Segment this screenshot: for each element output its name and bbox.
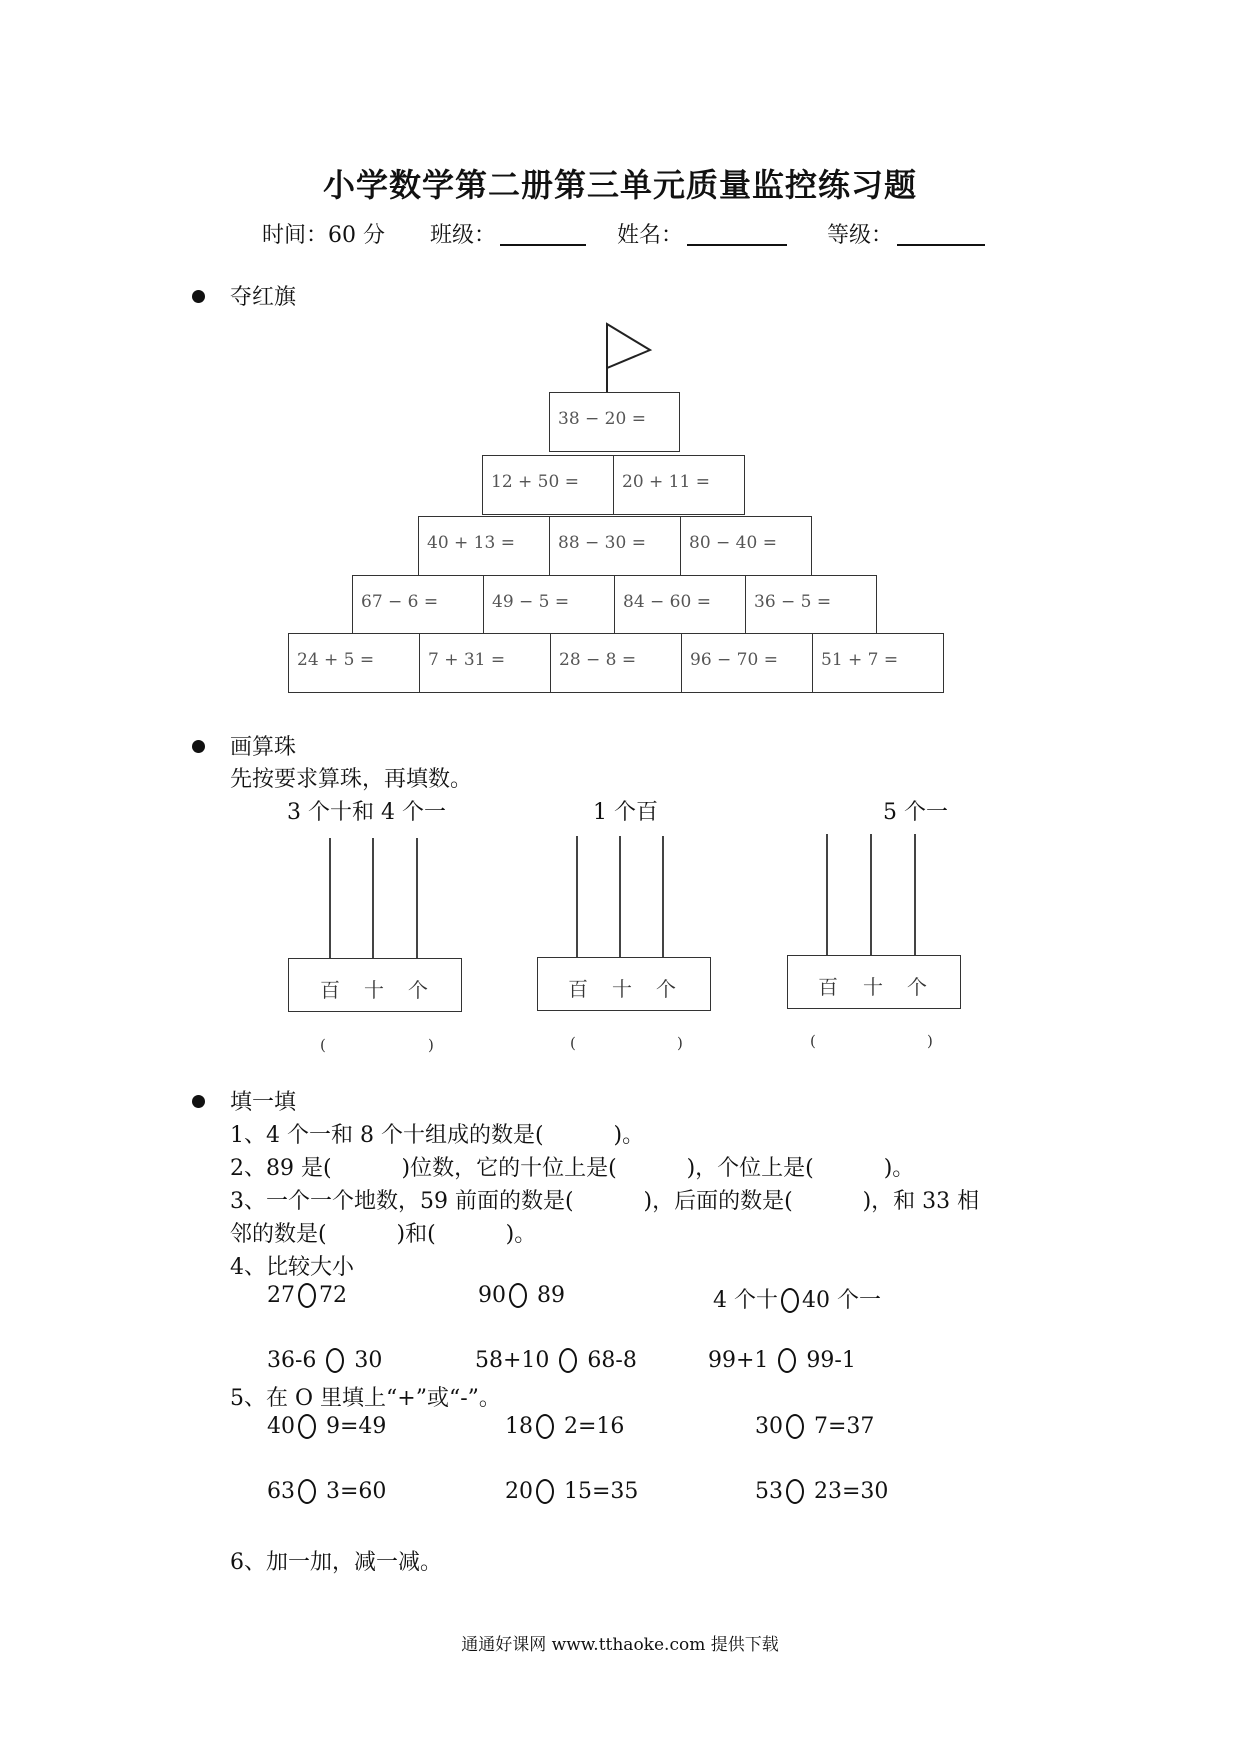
fill-op-left: 30 xyxy=(755,1414,783,1439)
fill-op-item xyxy=(267,1414,386,1439)
pyramid-brick: 28 − 8 = xyxy=(550,633,682,693)
fill-op-right: 3=60 xyxy=(319,1479,387,1504)
place-label: 百 xyxy=(818,975,838,999)
answer-circle[interactable] xyxy=(559,1348,577,1373)
question-4: 4、比较大小 xyxy=(230,1255,354,1280)
answer-circle[interactable] xyxy=(536,1479,554,1504)
answer-open-paren: ( xyxy=(320,1036,326,1054)
time-label: 时间：60 分 xyxy=(262,223,385,248)
name-label: 姓名： xyxy=(617,223,684,248)
compare-left: 36-6 xyxy=(267,1348,324,1373)
pyramid-brick: 40 + 13 = xyxy=(418,516,550,576)
pyramid-brick: 88 − 30 = xyxy=(549,516,681,576)
abacus-base xyxy=(787,955,961,1009)
abacus-rod[interactable] xyxy=(619,836,621,957)
question-5: 5、在 O 里填上“+”或“-”。 xyxy=(230,1386,501,1411)
pyramid-brick: 96 − 70 = xyxy=(681,633,813,693)
fill-op-item xyxy=(505,1414,624,1439)
place-label: 个 xyxy=(907,975,927,999)
pyramid-brick: 49 − 5 = xyxy=(483,575,615,635)
pyramid-brick: 51 + 7 = xyxy=(812,633,944,693)
compare-right: 99-1 xyxy=(799,1348,856,1373)
footer-credit: 通通好课网 www.tthaoke.com 提供下载 xyxy=(461,1635,779,1655)
pyramid-brick: 38 − 20 = xyxy=(549,392,680,452)
page-title: 小学数学第二册第三单元质量监控练习题 xyxy=(322,166,917,204)
compare-right: 72 xyxy=(319,1283,347,1308)
question-3: 3、一个一个地数，59 前面的数是( )，后面的数是( )，和 33 相 xyxy=(230,1189,980,1214)
answer-close-paren: ) xyxy=(428,1036,434,1054)
pyramid-brick: 67 − 6 = xyxy=(352,575,484,635)
abacus-base xyxy=(288,958,462,1012)
abacus-rod[interactable] xyxy=(662,836,664,957)
compare-item xyxy=(267,1283,347,1308)
answer-circle[interactable] xyxy=(298,1414,316,1439)
answer-circle[interactable] xyxy=(786,1479,804,1504)
pyramid-brick: 36 − 5 = xyxy=(745,575,877,635)
abacus-rod[interactable] xyxy=(372,838,374,958)
pyramid-brick: 12 + 50 = xyxy=(482,455,614,515)
fill-op-item xyxy=(755,1414,874,1439)
pyramid-brick: 24 + 5 = xyxy=(288,633,420,693)
answer-circle[interactable] xyxy=(778,1348,796,1373)
compare-right: 30 xyxy=(347,1348,383,1373)
abacus-base xyxy=(537,957,711,1011)
bullet-icon xyxy=(192,740,205,753)
fill-op-left: 20 xyxy=(505,1479,533,1504)
compare-item xyxy=(267,1348,382,1373)
answer-circle[interactable] xyxy=(509,1283,527,1308)
section-heading-flag: 夺红旗 xyxy=(230,285,297,310)
place-label: 百 xyxy=(568,977,588,1001)
place-label: 百 xyxy=(320,978,340,1002)
abacus-label: 1 个百 xyxy=(593,800,658,825)
place-label: 十 xyxy=(364,978,384,1002)
fill-op-item xyxy=(505,1479,638,1504)
abacus-rod[interactable] xyxy=(870,834,872,955)
abacus-rod[interactable] xyxy=(329,838,331,958)
compare-right: 40 个一 xyxy=(802,1288,881,1313)
place-label: 个 xyxy=(656,977,676,1001)
fill-op-left: 53 xyxy=(755,1479,783,1504)
fill-op-right: 7=37 xyxy=(807,1414,875,1439)
answer-close-paren: ) xyxy=(677,1034,683,1052)
pyramid-brick: 20 + 11 = xyxy=(613,455,745,515)
abacus-rod[interactable] xyxy=(826,834,828,955)
abacus-label: 5 个一 xyxy=(883,800,948,825)
place-label: 十 xyxy=(612,977,632,1001)
fill-op-right: 2=16 xyxy=(557,1414,625,1439)
pyramid-brick: 84 − 60 = xyxy=(614,575,746,635)
section-heading-abacus: 画算珠 xyxy=(230,735,297,760)
section-heading-fill: 填一填 xyxy=(230,1090,297,1115)
abacus-label: 3 个十和 4 个一 xyxy=(287,800,446,825)
compare-left: 27 xyxy=(267,1283,295,1308)
fill-op-item xyxy=(267,1479,386,1504)
answer-circle[interactable] xyxy=(781,1288,799,1313)
abacus-instruction: 先按要求算珠，再填数。 xyxy=(230,767,473,792)
compare-item xyxy=(478,1283,565,1308)
compare-left: 4 个十 xyxy=(713,1288,778,1313)
question-3-cont: 邻的数是( )和( )。 xyxy=(230,1222,537,1247)
compare-left: 99+1 xyxy=(708,1348,776,1373)
answer-circle[interactable] xyxy=(786,1414,804,1439)
fill-op-right: 23=30 xyxy=(807,1479,889,1504)
place-label: 十 xyxy=(863,975,883,999)
fill-op-right: 15=35 xyxy=(557,1479,639,1504)
answer-circle[interactable] xyxy=(536,1414,554,1439)
flag-icon xyxy=(0,0,1240,400)
pyramid-brick: 80 − 40 = xyxy=(680,516,812,576)
question-1: 1、4 个一和 8 个十组成的数是( )。 xyxy=(230,1123,645,1148)
abacus-rod[interactable] xyxy=(416,838,418,958)
question-6: 6、加一加，减一减。 xyxy=(230,1550,442,1575)
answer-circle[interactable] xyxy=(298,1283,316,1308)
fill-op-left: 18 xyxy=(505,1414,533,1439)
abacus-rod[interactable] xyxy=(914,834,916,955)
answer-open-paren: ( xyxy=(810,1032,816,1050)
pyramid-brick: 7 + 31 = xyxy=(419,633,551,693)
grade-label: 等级： xyxy=(827,223,894,248)
bullet-icon xyxy=(192,1095,205,1108)
abacus-rod[interactable] xyxy=(576,836,578,957)
fill-op-left: 63 xyxy=(267,1479,295,1504)
fill-op-item xyxy=(755,1479,888,1504)
compare-item xyxy=(713,1283,881,1314)
compare-item xyxy=(475,1348,637,1373)
class-label: 班级： xyxy=(430,223,497,248)
compare-left: 58+10 xyxy=(475,1348,557,1373)
question-2: 2、89 是( )位数，它的十位上是( )，个位上是( )。 xyxy=(230,1156,915,1181)
compare-item xyxy=(708,1348,856,1373)
answer-circle[interactable] xyxy=(298,1479,316,1504)
place-label: 个 xyxy=(408,978,428,1002)
compare-left: 90 xyxy=(478,1283,506,1308)
fill-op-left: 40 xyxy=(267,1414,295,1439)
answer-circle[interactable] xyxy=(326,1348,344,1373)
fill-op-right: 9=49 xyxy=(319,1414,387,1439)
answer-close-paren: ) xyxy=(927,1032,933,1050)
answer-open-paren: ( xyxy=(570,1034,576,1052)
compare-right: 89 xyxy=(530,1283,565,1308)
compare-right: 68-8 xyxy=(580,1348,637,1373)
